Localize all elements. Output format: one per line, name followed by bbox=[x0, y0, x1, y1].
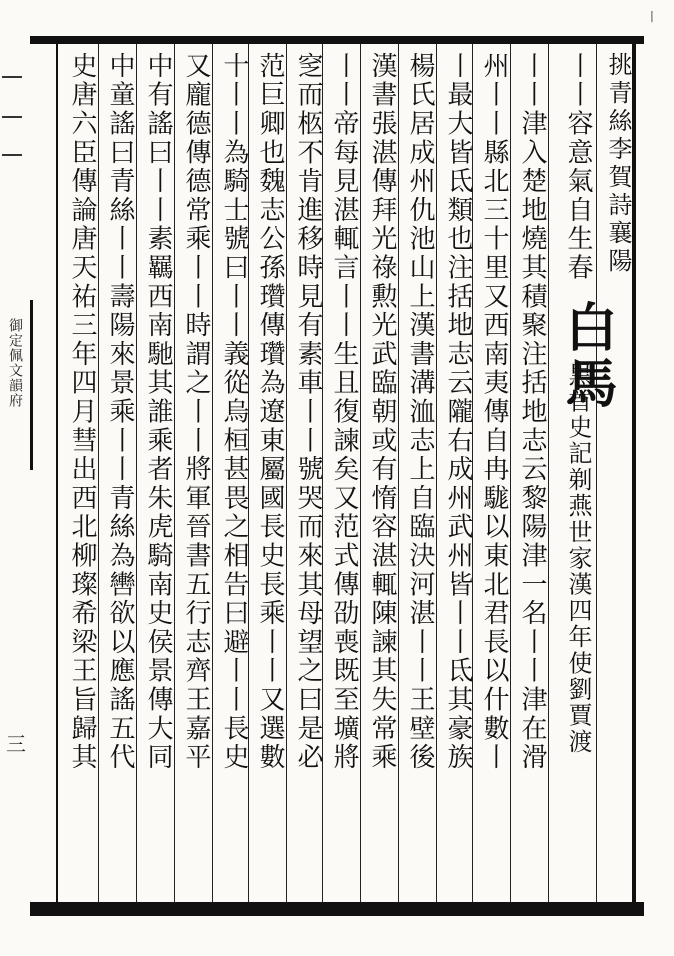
text-column-14: 中童謠曰青絲丨丨壽陽來景乘丨丨青絲為轡欲以應謠五代 bbox=[105, 52, 135, 772]
text-column-1a: 挑青絲李賀詩襄陽 bbox=[604, 52, 632, 276]
page-number: 三 bbox=[6, 732, 26, 756]
text-column-3: 丨丨津入楚地燒其積聚注括地志云黎陽津一名丨丨津在滑 bbox=[517, 52, 547, 772]
top-border bbox=[30, 36, 644, 44]
text-column-10: 范巨卿也魏志公孫瓚傳瓚為遼東屬國長史長乘丨丨又選數 bbox=[255, 52, 285, 772]
text-column-9: 窆而柩不肯進移時見有素車丨丨號哭而來其母望之曰是必 bbox=[293, 52, 323, 772]
text-column-12: 又龐德傳德常乘丨丨時謂之丨丨將軍晉書五行志齊王嘉平 bbox=[181, 52, 211, 772]
margin-mark bbox=[2, 154, 22, 156]
margin-mark bbox=[2, 116, 22, 118]
text-column-6: 楊氏居成州仇池山上漢書溝洫志上自臨決河湛丨丨王壁後 bbox=[405, 52, 435, 772]
edge-mark: 丨 bbox=[646, 10, 659, 24]
text-column-8: 丨丨帝每見湛輒言丨丨生且復諫矣又范式傳劭喪既至壙將 bbox=[329, 52, 359, 772]
book-title-margin: 御定佩文韻府 bbox=[7, 318, 23, 408]
left-margin bbox=[0, 36, 30, 916]
text-column-5: 丨最大皆氐類也注括地志云隴右成州武州皆丨丨氐其豪族 bbox=[443, 52, 473, 772]
text-column-13: 中有謠曰丨丨素羈西南馳其誰乘者朱虎騎南史侯景傳大同 bbox=[143, 52, 173, 772]
margin-rule bbox=[30, 300, 33, 470]
text-column-4: 州丨丨縣北三十里又西南夷傳自冉駹以東北君長以什數丨 bbox=[479, 52, 509, 772]
text-column-2: 丨丨容意氣自生春 bbox=[563, 52, 593, 283]
text-column-7: 漢書張湛傳拜光祿勲光武臨朝或有惰容湛輒陳諫其失常乘 bbox=[367, 52, 397, 772]
text-column-1b: 黒首史記剃燕世家漢四年使劉賈渡 bbox=[564, 362, 592, 755]
text-column-15: 史唐六臣傳論唐天祐三年四月彗出西北柳璨希梁王旨歸其 bbox=[67, 52, 97, 772]
margin-mark bbox=[2, 76, 22, 78]
bottom-border bbox=[30, 902, 644, 916]
entry-heading: 白馬 bbox=[556, 300, 617, 412]
text-column-11: 十丨丨為騎士號曰丨丨義從烏桓甚畏之相告曰避丨丨長史 bbox=[219, 52, 249, 772]
